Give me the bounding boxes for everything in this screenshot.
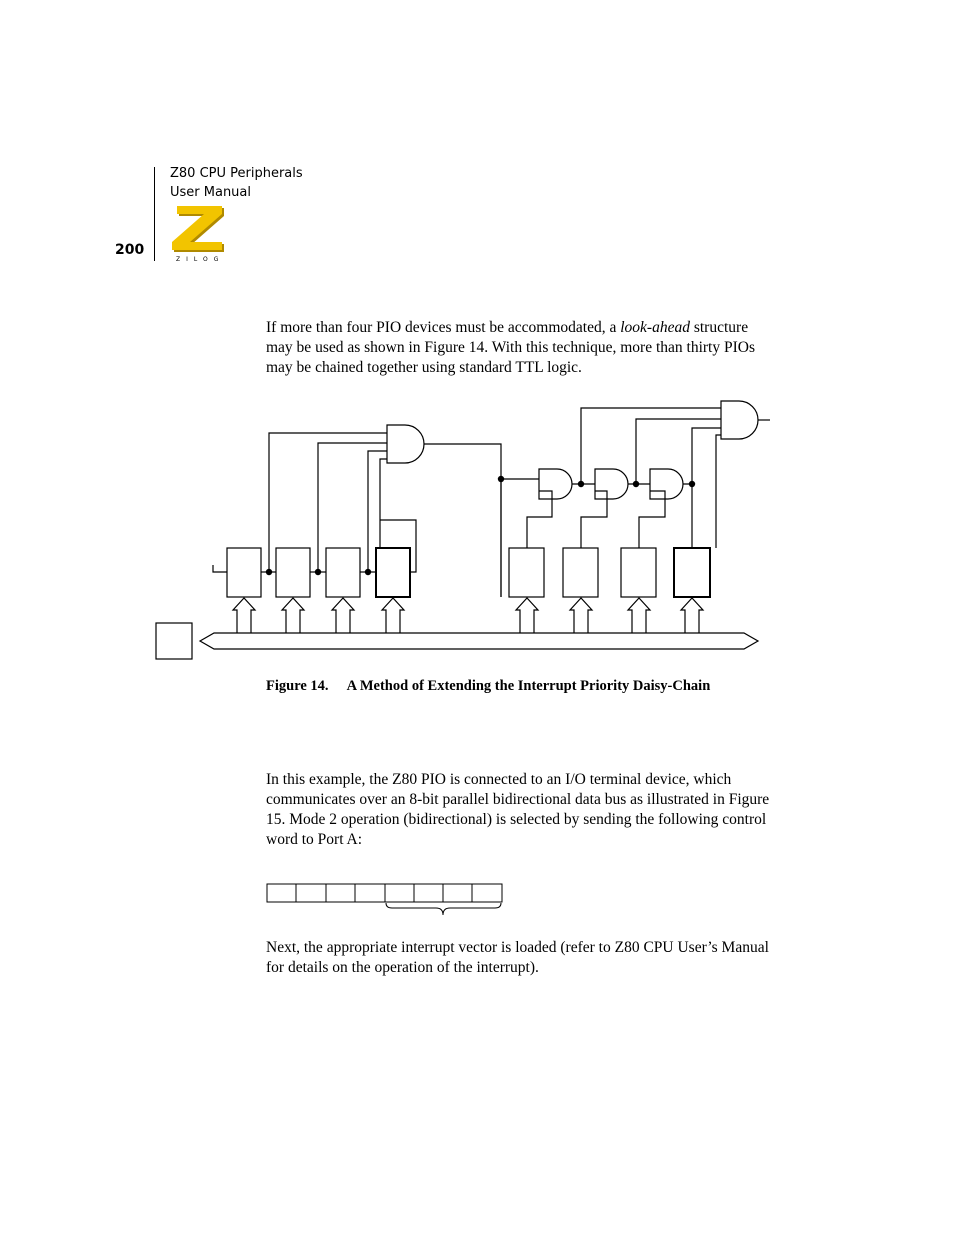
- figure-caption: [266, 678, 710, 695]
- page-number: 200: [115, 242, 145, 258]
- pio-block: [621, 548, 656, 597]
- and-gate: [387, 425, 424, 463]
- zilog-logo: [168, 202, 228, 264]
- pio-block: [376, 548, 410, 597]
- bus-connector: [516, 598, 538, 633]
- figure-title: A Method of Extending the Interrupt Priority Daisy-Chain: [346, 678, 711, 694]
- bus-connector: [382, 598, 404, 633]
- data-bus: [200, 633, 758, 649]
- pio-block: [563, 548, 598, 597]
- and-gate: [539, 469, 572, 499]
- intro-paragraph: If more than four PIO devices must be accommodated, a look-ahead structure may be used as shown in Figure 14. With this technique, more than thirty PIOs may be chained together using standard TTL logic.: [266, 319, 755, 376]
- next-paragraph: Next, the appropriate interrupt vector is loaded (refer to Z80 CPU User’s Manual for details on the operation of the interrupt).: [266, 939, 769, 976]
- bus-connector: [681, 598, 703, 633]
- and-gate: [721, 401, 758, 439]
- figure-number: Figure 14.: [266, 678, 329, 694]
- header-divider: [154, 167, 155, 261]
- and-gate: [650, 469, 683, 499]
- bus-connector: [282, 598, 304, 633]
- pio-block: [326, 548, 360, 597]
- document-title-line2: User Manual: [170, 185, 252, 200]
- bus-connector: [570, 598, 592, 633]
- bus-connector: [332, 598, 354, 633]
- pio-block: [509, 548, 544, 597]
- example-paragraph: In this example, the Z80 PIO is connected to an I/O terminal device, which communicates over an 8-bit parallel bidirectional data bus as illustrated in Figure 15. Mode 2 operation (bidirectional) is selected by sending the following control word to Port A:: [266, 771, 770, 848]
- zilog-logo-wordmark: ZILOG: [176, 256, 225, 263]
- brace: [386, 903, 501, 915]
- bus-connector: [233, 598, 255, 633]
- cpu-block: [156, 623, 192, 659]
- document-title-line1: Z80 CPU Peripherals: [170, 166, 303, 181]
- document-title: [170, 164, 303, 202]
- pio-block: [227, 548, 261, 597]
- bus-connector: [628, 598, 650, 633]
- pio-block: [674, 548, 710, 597]
- and-gate: [595, 469, 628, 499]
- pio-block: [276, 548, 310, 597]
